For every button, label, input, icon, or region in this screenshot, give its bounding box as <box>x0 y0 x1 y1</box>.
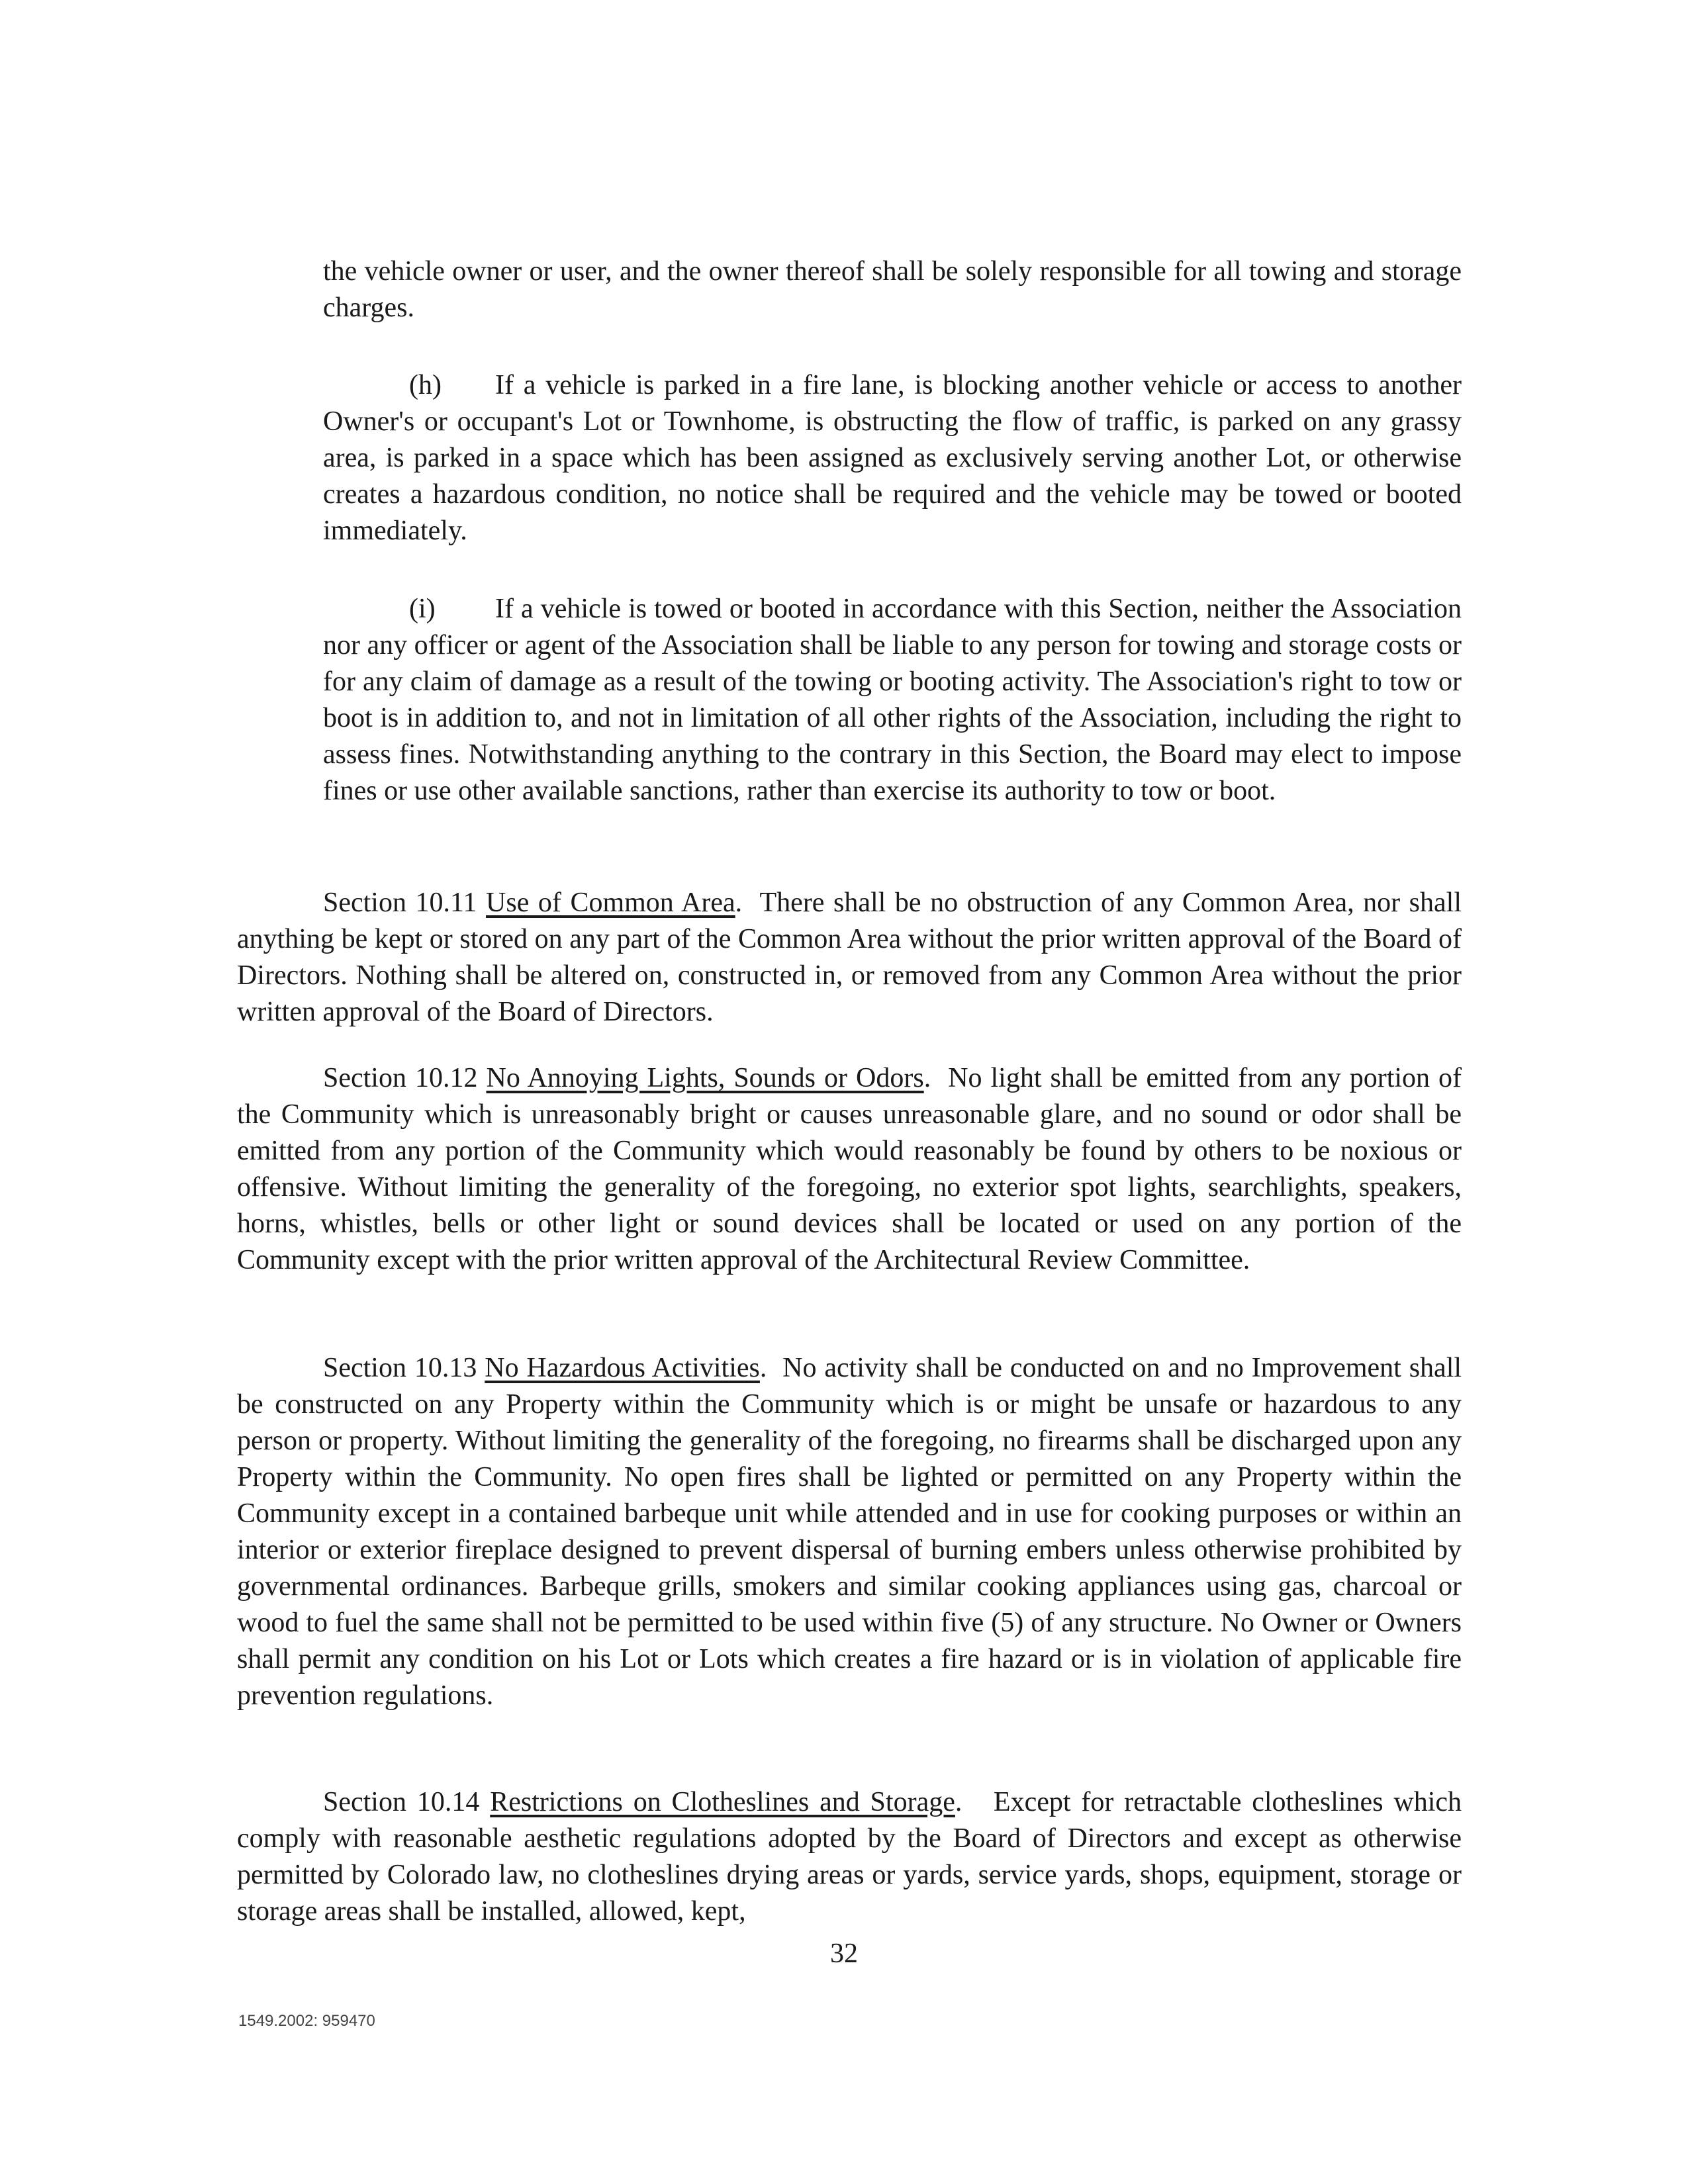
section-number: Section 10.11 <box>323 887 477 918</box>
subsection-i-text: If a vehicle is towed or booted in accordance with this Section, neither the Association nor any officer or agent of the Association shall be liable to any person for towing and storage costs or for any claim of damage as a result of the towing or booting activity. The Association's right to tow or boot is in addition to, and not in limitation of all other rights of the Association, including the right to assess fines. Notwithstanding anything to the contrary in this Section, the Board may elect to impose fines or use other available sanctions, rather than exercise its authority to tow or boot. <box>323 594 1462 806</box>
section-10-14: Section 10.14 Restrictions on Clotheslines and Storage. Except for retractable clotheslines which comply with reasonable aesthetic regulations adopted by the Board of Directors and except as otherwise permitted by Colorado law, no clotheslines drying areas or yards, service yards, shops, equipment, storage or storage areas shall be installed, allowed, kept, <box>237 1787 1462 1927</box>
section-text: No light shall be emitted from any portion of the Community which is unreasonably bright or causes unreasonable glare, and no sound or odor shall be emitted from any portion of the Community which would reasonably be found by others to be noxious or offensive. Without limiting the generality of the foregoing, no exterior spot lights, searchlights, speakers, horns, whistles, bells or other light or sound devices shall be located or used on any portion of the Community except with the prior written approval of the Architectural Review Committee. <box>237 1063 1462 1275</box>
section-number: Section 10.14 <box>323 1787 480 1817</box>
section-text: Except for retractable clotheslines which comply with reasonable aesthetic regulations adopted by the Board of Directors and except as otherwise permitted by Colorado law, no clotheslines drying areas or yards, service yards, shops, equipment, storage or storage areas shall be installed, allowed, kept, <box>237 1787 1462 1927</box>
subsection-h <box>323 367 1462 549</box>
document-id: 1549.2002: 959470 <box>238 2012 375 2030</box>
section-title: No Hazardous Activities <box>485 1353 760 1383</box>
section-text: There shall be no obstruction of any Common Area, nor shall anything be kept or stored on any part of the Common Area without the prior written approval of the Board of Directors. Nothing shall be altered on, constructed in, or removed from any Common Area without the prior written approval of the Board of Directors. <box>237 887 1462 1027</box>
section-10-12: Section 10.12 No Annoying Lights, Sounds or Odors. No light shall be emitted from any portion of the Community which is unreasonably bright or causes unreasonable glare, and no sound or odor shall be emitted from any portion of the Community which would reasonably be found by others to be noxious or offensive. Without limiting the generality of the foregoing, no exterior spot lights, searchlights, speakers, horns, whistles, bells or other light or sound devices shall be located or used on any portion of the Community except with the prior written approval of the Architectural Review Committee. <box>237 1063 1462 1275</box>
section-number: Section 10.12 <box>323 1063 478 1093</box>
section-10-11: Section 10.11 Use of Common Area. There shall be no obstruction of any Common Area, nor shall anything be kept or stored on any part of the Common Area without the prior written approval of the Board of Directors. Nothing shall be altered on, constructed in, or removed from any Common Area without the prior written approval of the Board of Directors. <box>237 887 1462 1027</box>
section-10-13: Section 10.13 No Hazardous Activities. No activity shall be conducted on and no Improvement shall be constructed on any Property within the Community which is or might be unsafe or hazardous to any person or property. Without limiting the generality of the foregoing, no firearms shall be discharged upon any Property within the Community. No open fires shall be lighted or permitted on any Property within the Community except in a contained barbeque unit while attended and in use for cooking purposes or within an interior or exterior fireplace designed to prevent dispersal of burning embers unless otherwise prohibited by governmental ordinances. Barbeque grills, smokers and similar cooking appliances using gas, charcoal or wood to fuel the same shall not be permitted to be used within five (5) of any structure. No Owner or Owners shall permit any condition on his Lot or Lots which creates a fire hazard or is in violation of applicable fire prevention regulations. <box>237 1353 1462 1711</box>
section-title: No Annoying Lights, Sounds or Odors <box>486 1063 924 1093</box>
subsection-h-text: If a vehicle is parked in a fire lane, is blocking another vehicle or access to another Owner's or occupant's Lot or Townhome, is obstructing the flow of traffic, is parked on any grassy area, is parked in a space which has been assigned as exclusively serving another Lot, or otherwise creates a hazardous condition, no notice shall be required and the vehicle may be towed or booted immediately. <box>323 370 1462 546</box>
section-number: Section 10.13 <box>323 1353 477 1383</box>
subsection-i <box>323 591 1462 809</box>
page-number: 32 <box>830 1938 858 1969</box>
section-title: Use of Common Area <box>486 887 735 918</box>
section-text: No activity shall be conducted on and no Improvement shall be constructed on any Property within the Community which is or might be unsafe or hazardous to any person or property. Without limiting the generality of the foregoing, no firearms shall be discharged upon any Property within the Community. No open fires shall be lighted or permitted on any Property within the Community except in a contained barbeque unit while attended and in use for cooking purposes or within an interior or exterior fireplace designed to prevent dispersal of burning embers unless otherwise prohibited by governmental ordinances. Barbeque grills, smokers and similar cooking appliances using gas, charcoal or wood to fuel the same shall not be permitted to be used within five (5) of any structure. No Owner or Owners shall permit any condition on his Lot or Lots which creates a fire hazard or is in violation of applicable fire prevention regulations. <box>237 1353 1462 1711</box>
subsection-h-label: (h) <box>409 370 442 400</box>
subsection-i-label: (i) <box>409 594 436 624</box>
section-title: Restrictions on Clotheslines and Storage <box>490 1787 955 1817</box>
continuation-paragraph: the vehicle owner or user, and the owner thereof shall be solely responsible for all towing and storage charges. <box>323 256 1462 323</box>
